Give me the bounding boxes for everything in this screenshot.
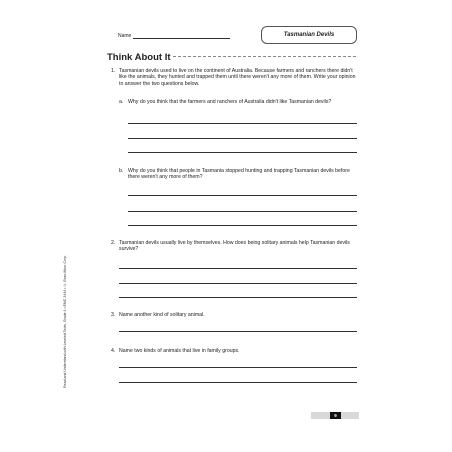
question-2-number: 2.	[111, 240, 116, 246]
question-1a-text: Why do you think that the farmers and ranchers of Australia didn't like Tasmanian devils?	[128, 99, 332, 105]
question-3-text: Name another kind of solitary animal.	[119, 312, 205, 318]
answer-line-2-2[interactable]	[119, 283, 357, 284]
question-3-number: 3.	[111, 312, 116, 318]
question-1a-letter: a.	[119, 99, 124, 105]
answer-line-4-1[interactable]	[119, 367, 357, 368]
answer-line-4-2[interactable]	[119, 382, 357, 383]
worksheet-title-badge: Tasmanian Devils	[261, 26, 357, 44]
question-4-number: 4.	[111, 348, 116, 354]
question-2-text: Tasmanian devils usually live by themselves. How does being solitary animals help Tasmanian devils survive?	[119, 240, 350, 253]
answer-line-3-1[interactable]	[119, 331, 357, 332]
question-1-number: 1.	[111, 68, 116, 74]
answer-line-1a-3[interactable]	[128, 152, 357, 153]
name-answer-line[interactable]	[133, 38, 230, 39]
section-heading: Think About It	[107, 52, 171, 63]
question-1b-text: Why do you think that people in Tasmania stopped hunting and trapping Tasmanian devils before there weren't any more of them?	[128, 168, 350, 181]
answer-line-1a-2[interactable]	[128, 138, 357, 139]
answer-line-1b-3[interactable]	[128, 225, 357, 226]
page-number: 9	[330, 412, 341, 419]
answer-line-2-3[interactable]	[119, 297, 357, 298]
answer-line-1b-2[interactable]	[128, 211, 357, 212]
question-4-text: Name two kinds of animals that live in family groups.	[119, 348, 240, 354]
answer-line-1b-1[interactable]	[128, 195, 357, 196]
heading-divider	[173, 56, 356, 57]
name-label: Name	[118, 33, 132, 39]
question-1-text: Tasmanian devils used to live on the continent of Australia. Because farmers and ranchers there didn't like the animals, they hunted and trapped them until there weren't any more of them. Write your opinion to answer the two questions below.	[119, 68, 356, 87]
answer-line-2-1[interactable]	[119, 268, 357, 269]
copyright-side-note: Read and Understand with Leveled Texts, Grade 4 • EMC 3444 • © Evan-Moor Corp.	[63, 255, 67, 388]
question-1b-letter: b.	[119, 168, 124, 174]
answer-line-1a-1[interactable]	[128, 123, 357, 124]
